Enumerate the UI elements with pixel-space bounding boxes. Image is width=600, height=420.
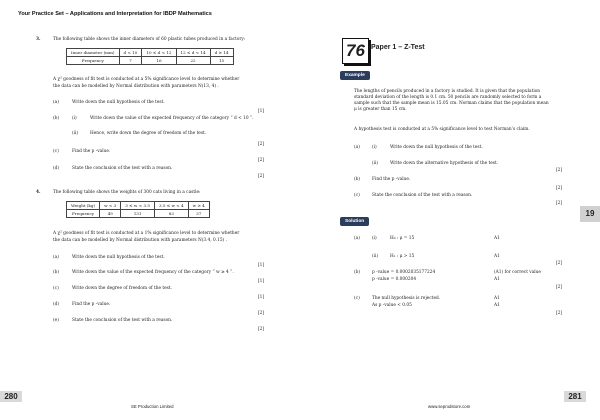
ex-b-marks: [2] xyxy=(556,186,563,191)
q3bii-label: (ii) xyxy=(72,131,79,136)
table-cell: Inner diameter (mm) xyxy=(67,49,120,57)
q3a-marks: [1] xyxy=(258,109,265,114)
example-tag: Example xyxy=(340,71,370,80)
sol-ai-award: A1 xyxy=(494,236,500,241)
table-cell: 15 xyxy=(210,56,233,64)
q3-statement-line-1: A χ² goodness of fit test is conducted at a 5% significance level to determine whether xyxy=(53,77,240,82)
sol-aii-text: H₁ : μ > 15 xyxy=(390,254,415,259)
q4c-label: (c) xyxy=(53,286,59,291)
q4e-label: (e) xyxy=(53,318,59,323)
table-row xyxy=(67,56,234,64)
table-cell: 131 xyxy=(121,209,155,217)
example-para-line-3: sample such that the sample mean is 15.05 cm. Norman claims that the population mean xyxy=(354,101,549,106)
table-cell: 10 ≤ d < 12 xyxy=(142,49,176,57)
q3d-label: (d) xyxy=(53,166,60,171)
table-cell: 22 xyxy=(176,56,210,64)
sol-ai-label: (i) xyxy=(372,236,377,241)
q4b-marks: [1] xyxy=(258,279,265,284)
q3a-label: (a) xyxy=(53,100,59,105)
q4d-marks: [2] xyxy=(258,311,265,316)
table-cell: d < 10 xyxy=(119,49,142,57)
ex-ai-label: (i) xyxy=(372,145,377,150)
table-cell: 49 xyxy=(100,209,121,217)
right-page-number: 281 xyxy=(564,391,586,402)
q3d-marks: [2] xyxy=(258,174,265,179)
sol-aii-award: A1 xyxy=(494,254,500,259)
sol-c-award-1: A1 xyxy=(494,296,500,301)
example-para-line-5: A hypothesis test is conducted at a 5% significance level to test Norman’s claim. xyxy=(354,127,530,132)
q4a-text: Write down the null hypothesis of the test. xyxy=(72,255,165,260)
sol-b-marks: [2] xyxy=(556,285,563,290)
weights-table xyxy=(66,201,210,218)
q4a-marks: [1] xyxy=(258,263,265,268)
q3b-label: (b) xyxy=(53,116,60,121)
sol-c-label: (c) xyxy=(354,296,360,301)
table-cell: 3.5 ≤ w < 4 xyxy=(154,202,188,210)
question-3-number: 3. xyxy=(36,37,41,42)
table-cell: 7 xyxy=(119,56,142,64)
q4e-marks: [2] xyxy=(258,327,265,332)
q4-statement-line-2: the data can be modelled by Normal distribution with parameters N(3.4, 0.15) . xyxy=(53,238,227,243)
table-cell: 37 xyxy=(188,209,209,217)
table-row xyxy=(67,209,210,217)
solution-tag: Solution xyxy=(340,217,369,226)
right-footer: www.seprodstore.com xyxy=(428,404,471,409)
ex-ai-text: Write down the null hypothesis of the test. xyxy=(390,145,483,150)
q4a-label: (a) xyxy=(53,255,59,260)
ex-aii-text: Write down the alternative hypothesis of the test. xyxy=(390,161,499,166)
q4d-label: (d) xyxy=(53,302,60,307)
table-cell: Frequency xyxy=(67,56,120,64)
table-cell: Weight (kg) xyxy=(67,202,100,210)
q3c-label: (c) xyxy=(53,149,59,154)
table-cell: 16 xyxy=(142,56,176,64)
q4b-label: (b) xyxy=(53,270,60,275)
q3-statement-line-2: the data can be modelled by Normal distribution with parameters N(13, 4) . xyxy=(53,84,219,89)
section-title: Paper 1 – Z-Test xyxy=(371,44,425,51)
q4c-text: Write down the degree of freedom of the test. xyxy=(72,286,172,291)
sol-ai-text: H₀ : μ = 15 xyxy=(390,236,415,241)
table-cell: w < 3 xyxy=(100,202,121,210)
table-cell: d ≥ 14 xyxy=(210,49,233,57)
example-para-line-2: standard deviation of the length is 0.1 cm. 50 pencils are randomly selected to form a xyxy=(354,95,542,100)
table-row xyxy=(67,49,234,57)
q3c-marks: [2] xyxy=(258,158,265,163)
q3bi-label: (i) xyxy=(72,116,77,121)
table-cell: 83 xyxy=(154,209,188,217)
table-cell: 3 ≤ w < 3.5 xyxy=(121,202,155,210)
q4b-text: Write down the value of the expected frequency of the category “ w ≥ 4 ”. xyxy=(72,270,234,275)
sol-b-label: (b) xyxy=(354,270,361,275)
left-page-number: 280 xyxy=(0,391,22,402)
question-4-intro: The following table shows the weights of 300 cats living in a castle: xyxy=(53,190,201,195)
q3b-marks: [2] xyxy=(258,142,265,147)
book-header: Your Practice Set – Applications and Interpretation for IBDP Mathematics xyxy=(18,11,212,17)
question-3-intro: The following table shows the inner diameters of 60 plastic tubes produced in a factory: xyxy=(53,37,246,42)
diameter-table xyxy=(66,48,234,65)
sol-b-line-1: p -value = 0.0002035177224 xyxy=(372,270,436,275)
q4c-marks: [1] xyxy=(258,295,265,300)
sol-b-award-1: (A1) for correct value xyxy=(494,270,541,275)
table-row xyxy=(67,202,210,210)
ex-a-label: (a) xyxy=(354,145,360,150)
sol-aii-label: (ii) xyxy=(372,254,379,259)
ex-c-text: State the conclusion of the test with a reason. xyxy=(372,193,473,198)
table-cell: 12 ≤ d < 14 xyxy=(176,49,210,57)
ex-c-label: (c) xyxy=(354,193,360,198)
q3c-text: Find the p -value. xyxy=(72,149,111,154)
sol-a-marks: [2] xyxy=(556,261,563,266)
example-para-line-4: μ is greater than 15 cm. xyxy=(354,107,407,112)
q4e-text: State the conclusion of the test with a reason. xyxy=(72,318,173,323)
table-cell: Frequency xyxy=(67,209,100,217)
q3d-text: State the conclusion of the test with a reason. xyxy=(72,166,173,171)
ex-c-marks: [2] xyxy=(556,201,563,206)
q3bii-text: Hence, write down the degree of freedom of the test. xyxy=(90,131,207,136)
question-4-number: 4. xyxy=(36,190,41,195)
sol-b-award-2: A1 xyxy=(494,277,500,282)
chapter-side-tab: 19 xyxy=(580,206,600,222)
q4-statement-line-1: A χ² goodness of fit test is conducted at a 1% significance level to determine whether xyxy=(53,231,240,236)
q4d-text: Find the p -value. xyxy=(72,302,111,307)
table-cell: w ≥ 4 xyxy=(188,202,209,210)
sol-c-award-2: A1 xyxy=(494,303,500,308)
ex-b-label: (b) xyxy=(354,177,361,182)
sol-c-marks: [2] xyxy=(556,311,563,316)
sol-a-label: (a) xyxy=(354,236,360,241)
sol-c-line-2: As p -value < 0.05 xyxy=(372,303,412,308)
q3a-text: Write down the null hypothesis of the test. xyxy=(72,100,165,105)
left-footer: SE Production Limited xyxy=(131,404,174,409)
sol-b-line-2: p -value = 0.000204 xyxy=(372,277,417,282)
ex-aii-label: (ii) xyxy=(372,161,379,166)
sol-c-line-1: The null hypothesis is rejected. xyxy=(372,296,441,301)
q3bi-text: Write down the value of the expected frequency of the category “ d < 10 ”. xyxy=(90,116,254,121)
ex-a-marks: [2] xyxy=(556,168,563,173)
exercise-number-badge: 76 xyxy=(342,38,369,64)
example-para-line-1: The lengths of pencils produced in a factory is studied. It is given that the population xyxy=(354,89,541,94)
ex-b-text: Find the p -value. xyxy=(372,177,411,182)
